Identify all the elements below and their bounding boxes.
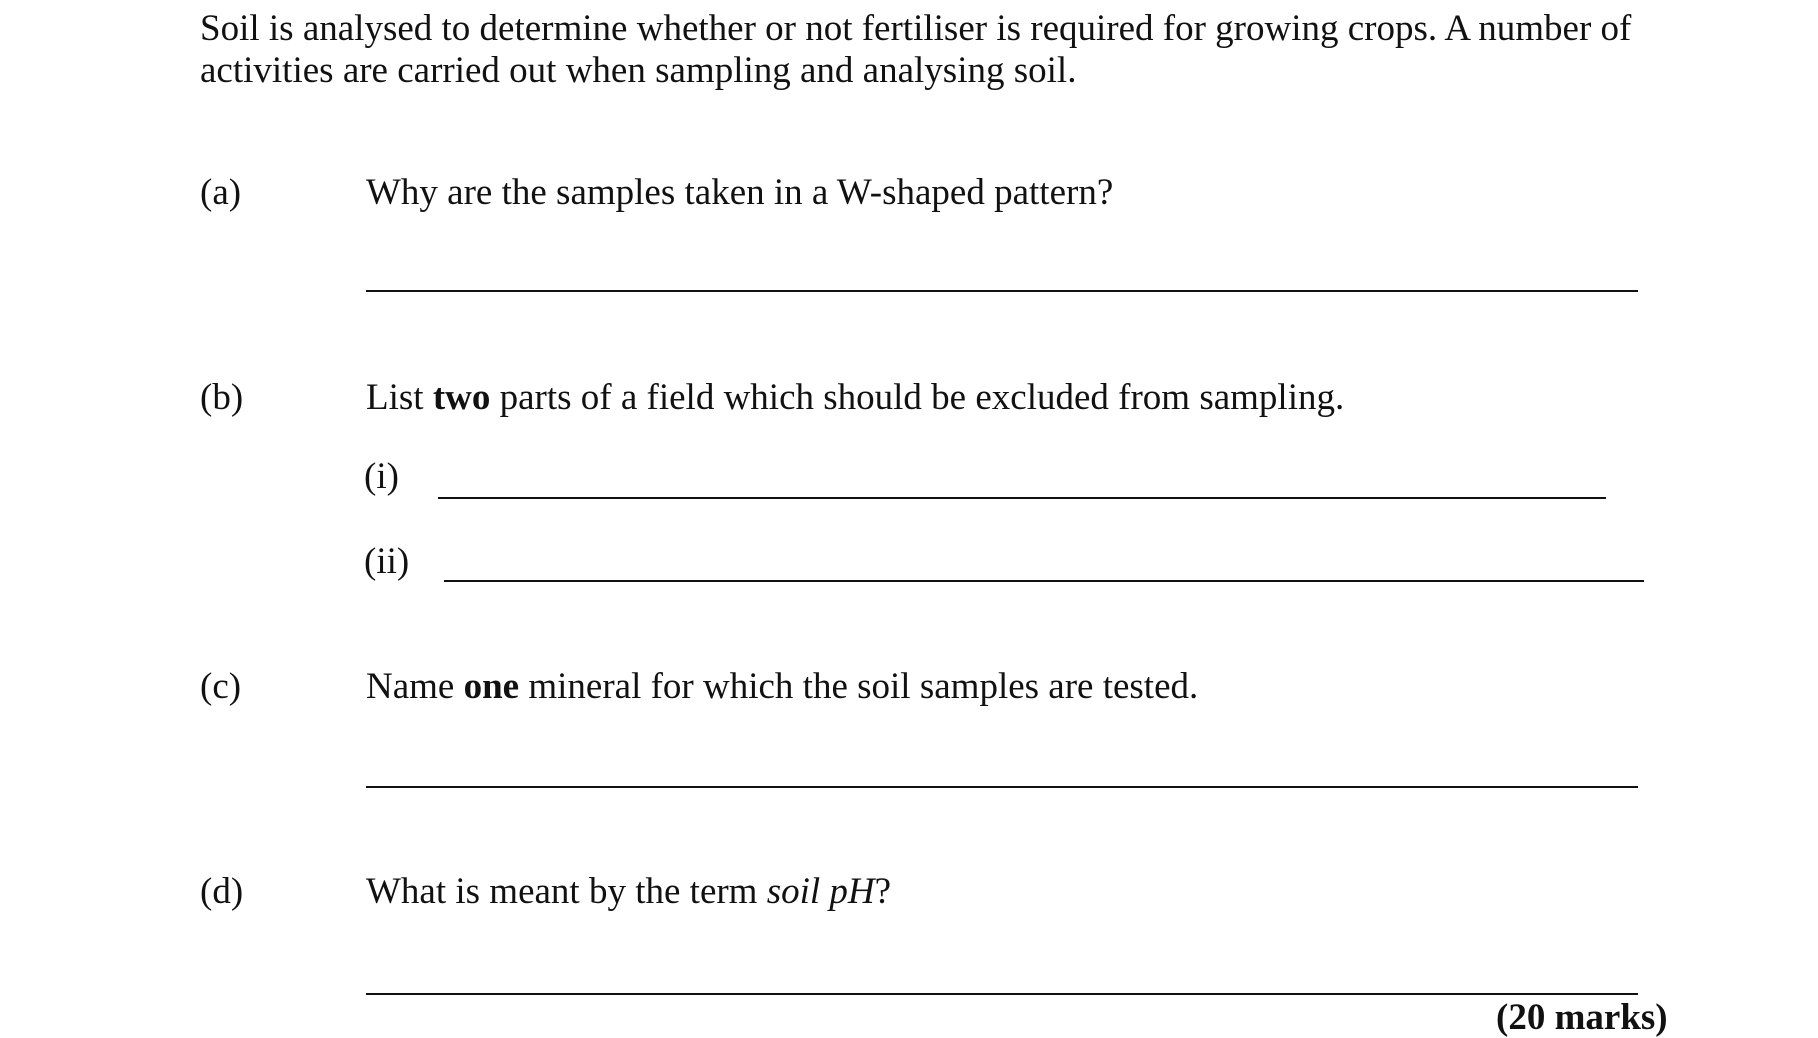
question-b-sub-i-label: (i) xyxy=(364,456,399,497)
answer-line-a[interactable] xyxy=(366,290,1638,292)
question-c-text xyxy=(366,667,1198,708)
answer-line-b-ii[interactable] xyxy=(444,580,1644,582)
question-d-text-post: ? xyxy=(874,871,892,912)
question-c-emphasis: one xyxy=(463,666,520,707)
question-b-text-pre: List xyxy=(366,377,433,418)
question-b-text-post: parts of a field which should be excluded from sampling. xyxy=(490,377,1345,418)
question-b-text xyxy=(366,378,1344,419)
question-d-text xyxy=(366,872,891,913)
intro-paragraph xyxy=(200,8,1631,92)
total-marks: (20 marks) xyxy=(1496,997,1668,1038)
question-b-emphasis: two xyxy=(432,377,491,418)
question-b-sub-ii-label: (ii) xyxy=(364,541,410,582)
question-d-label: (d) xyxy=(200,871,244,912)
answer-line-d[interactable] xyxy=(366,993,1638,995)
intro-line-2: activities are carried out when sampling and analysing soil. xyxy=(200,50,1077,91)
question-c-label: (c) xyxy=(200,666,242,707)
question-a-text: Why are the samples taken in a W-shaped pattern? xyxy=(366,172,1114,213)
question-d-term: soil pH xyxy=(766,871,875,912)
question-a-label: (a) xyxy=(200,172,242,213)
answer-line-b-i[interactable] xyxy=(438,497,1606,499)
question-c-text-post: mineral for which the soil samples are tested. xyxy=(519,666,1199,707)
question-b-label: (b) xyxy=(200,377,244,418)
intro-line-1: Soil is analysed to determine whether or not fertiliser is required for growing crops. A number of xyxy=(200,8,1632,49)
answer-line-c[interactable] xyxy=(366,786,1638,788)
question-d-text-pre: What is meant by the term xyxy=(366,871,767,912)
question-c-text-pre: Name xyxy=(366,666,464,707)
